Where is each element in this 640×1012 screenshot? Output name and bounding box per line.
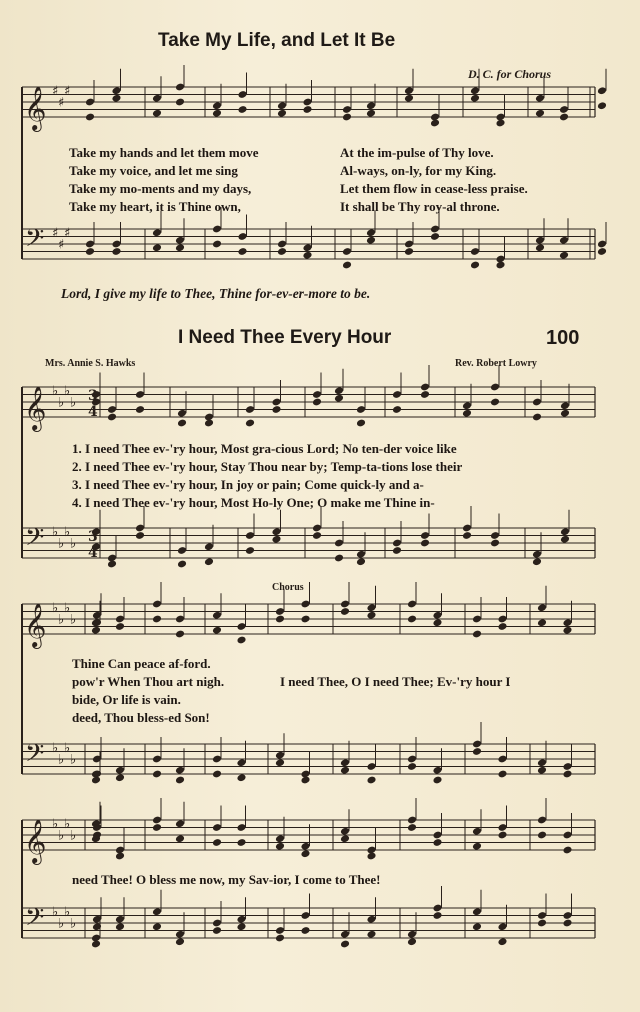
note-head <box>340 940 350 949</box>
note-head <box>559 251 569 260</box>
note-head <box>175 630 185 639</box>
hymn2-verse2: 2. I need Thee ev-'ry hour, Stay Thou near by; Temp-ta-tions lose their <box>72 459 463 474</box>
note-head <box>470 261 480 270</box>
bass-clef: 𝄢 <box>25 903 45 938</box>
note-head <box>115 622 125 631</box>
note-head <box>497 770 507 779</box>
treble-clef: 𝄞 <box>24 86 47 130</box>
note-head <box>430 232 440 241</box>
hymn2-ending1: Thine Can peace af-ford. <box>72 656 211 671</box>
note-head <box>497 937 507 946</box>
flat-sign: ♭ <box>58 916 65 932</box>
hymn2-title: I Need Thee Every Hour <box>178 327 392 348</box>
note-head <box>236 773 246 782</box>
note-head <box>366 611 376 620</box>
note-head <box>404 247 414 256</box>
note-head <box>342 261 352 270</box>
note-head <box>85 113 95 122</box>
note-head <box>152 770 162 779</box>
note-head <box>497 831 507 840</box>
flat-sign: ♭ <box>58 752 65 768</box>
treble-clef: 𝄞 <box>24 386 47 430</box>
note-head <box>300 849 310 858</box>
note-head <box>275 842 285 851</box>
sharp-sign: ♯ <box>58 95 65 111</box>
note-head <box>472 842 482 851</box>
time-signature: 3 <box>88 388 98 404</box>
note-head <box>175 776 185 785</box>
note-head <box>212 770 222 779</box>
note-head <box>366 776 376 785</box>
note-head <box>236 838 246 847</box>
note-head <box>152 823 162 832</box>
time-signature: 4 <box>88 545 98 561</box>
hymn1-verse2-b: Al-ways, on-ly, for my King. <box>340 163 497 178</box>
note-head <box>559 113 569 122</box>
note-head <box>236 922 246 931</box>
flat-sign: ♭ <box>58 395 65 411</box>
flat-sign: ♭ <box>64 525 71 540</box>
hymn1-verse3-a: Take my mo-ments and my days, <box>69 181 252 196</box>
note-head <box>560 535 570 544</box>
note-head <box>366 930 376 939</box>
note-head <box>212 626 222 635</box>
note-head <box>430 119 440 128</box>
note-head <box>562 919 572 928</box>
note-head <box>175 834 185 843</box>
chorus-line1: I need Thee, O I need Thee; Ev-'ry hour I <box>280 674 511 689</box>
note-head <box>177 419 187 428</box>
author-credit: Mrs. Annie S. Hawks <box>45 358 136 369</box>
note-head <box>340 834 350 843</box>
note-head <box>340 766 350 775</box>
hymn-number: 100 <box>546 327 580 349</box>
note-head <box>432 838 442 847</box>
flat-sign: ♭ <box>52 905 59 920</box>
note-head <box>111 247 121 256</box>
note-head <box>152 243 162 252</box>
flat-sign: ♭ <box>52 525 59 540</box>
flat-sign: ♭ <box>64 817 71 832</box>
note-head <box>470 94 480 103</box>
note-head <box>300 926 310 935</box>
note-head <box>115 922 125 931</box>
note-head <box>342 113 352 122</box>
hymn2-ending4: deed, Thou bless-ed Son! <box>72 710 210 725</box>
note-head <box>366 852 376 861</box>
note-head <box>245 546 255 555</box>
note-head <box>472 922 482 931</box>
flat-sign: ♭ <box>70 916 77 932</box>
note-head <box>300 776 310 785</box>
note-head <box>204 419 214 428</box>
hymn1-chorus-text: Lord, I give my life to Thee, Thine for-ev-er-more to be. <box>61 286 371 301</box>
note-head <box>91 940 101 949</box>
note-head <box>107 560 117 569</box>
sharp-sign: ♯ <box>52 84 59 99</box>
note-head <box>277 109 287 118</box>
note-head <box>472 747 482 756</box>
note-head <box>404 94 414 103</box>
note-head <box>152 922 162 931</box>
note-head <box>115 773 125 782</box>
note-head <box>407 762 417 771</box>
note-head <box>177 560 187 569</box>
note-head <box>245 419 255 428</box>
note-head <box>204 557 214 566</box>
flat-sign: ♭ <box>70 752 77 768</box>
hymn1-verse1-a: Take my hands and let them move <box>69 145 259 160</box>
note-head <box>392 405 402 414</box>
hymn2-ending2: pow'r When Thou art nigh. <box>72 674 225 689</box>
flat-sign: ♭ <box>52 741 59 756</box>
note-head <box>597 247 607 256</box>
time-signature: 3 <box>88 529 98 545</box>
note-head <box>300 615 310 624</box>
note-head <box>302 105 312 114</box>
note-head <box>472 630 482 639</box>
note-head <box>107 413 117 422</box>
sharp-sign: ♯ <box>64 84 71 99</box>
note-head <box>212 926 222 935</box>
hymn1-verse4-a: Take my heart, it is Thine own, <box>69 199 241 214</box>
time-signature: 4 <box>88 404 98 420</box>
note-head <box>271 535 281 544</box>
note-head <box>537 919 547 928</box>
flat-sign: ♭ <box>64 601 71 616</box>
flat-sign: ♭ <box>70 612 77 628</box>
note-head <box>392 546 402 555</box>
note-head <box>490 539 500 548</box>
note-head <box>340 607 350 616</box>
note-head <box>366 109 376 118</box>
note-head <box>462 409 472 418</box>
note-head <box>407 823 417 832</box>
note-head <box>212 240 222 249</box>
note-head <box>495 261 505 270</box>
flat-sign: ♭ <box>64 384 71 399</box>
note-head <box>432 911 442 920</box>
treble-clef: 𝄞 <box>24 819 47 863</box>
note-head <box>356 557 366 566</box>
note-head <box>115 852 125 861</box>
note-head <box>135 531 145 540</box>
flat-sign: ♭ <box>64 741 71 756</box>
note-head <box>271 405 281 414</box>
hymn2-ending3: bide, Or life is vain. <box>72 692 181 707</box>
hymn1-verse1-b: At the im-pulse of Thy love. <box>340 145 494 160</box>
flat-sign: ♭ <box>58 828 65 844</box>
flat-sign: ♭ <box>52 817 59 832</box>
flat-sign: ♭ <box>58 612 65 628</box>
flat-sign: ♭ <box>70 828 77 844</box>
note-head <box>490 398 500 407</box>
note-head <box>560 409 570 418</box>
flat-sign: ♭ <box>58 536 65 552</box>
note-head <box>532 557 542 566</box>
note-head <box>175 98 185 107</box>
note-head <box>275 758 285 767</box>
dc-for-chorus: D. C. for Chorus <box>468 67 552 81</box>
note-head <box>236 636 246 645</box>
composer-credit: Rev. Robert Lowry <box>455 358 537 369</box>
note-head <box>597 101 607 110</box>
hymn1-verse2-a: Take my voice, and let me sing <box>69 163 238 178</box>
note-head <box>532 413 542 422</box>
note-head <box>275 615 285 624</box>
note-head <box>237 247 247 256</box>
note-head <box>111 94 121 103</box>
note-head <box>495 119 505 128</box>
flat-sign: ♭ <box>52 384 59 399</box>
hymn2-verse4: 4. I need Thee ev-'ry hour, Most Ho-ly One; O make me Thine in- <box>72 495 435 510</box>
note-head <box>535 109 545 118</box>
bass-clef: 𝄢 <box>25 523 45 558</box>
note-head <box>275 934 285 943</box>
flat-sign: ♭ <box>70 536 77 552</box>
sharp-sign: ♯ <box>58 237 65 253</box>
note-head <box>175 243 185 252</box>
note-head <box>562 626 572 635</box>
note-head <box>312 398 322 407</box>
note-head <box>212 109 222 118</box>
sharp-sign: ♯ <box>64 226 71 241</box>
note-head <box>432 776 442 785</box>
hymn2-verse1: 1. I need Thee ev-'ry hour, Most gra-cious Lord; No ten-der voice like <box>72 441 457 456</box>
note-head <box>356 419 366 428</box>
note-head <box>152 109 162 118</box>
note-head <box>407 937 417 946</box>
note-head <box>537 618 547 627</box>
flat-sign: ♭ <box>64 905 71 920</box>
hymn1-verse3-b: Let them flow in cease-less praise. <box>340 181 528 196</box>
note-head <box>92 618 102 627</box>
note-head <box>535 243 545 252</box>
note-head <box>212 838 222 847</box>
note-head <box>152 615 162 624</box>
note-head <box>562 770 572 779</box>
hymn2-verse3: 3. I need Thee ev-'ry hour, In joy or pain; Come quick-ly and a- <box>72 477 424 492</box>
note-head <box>366 236 376 245</box>
note-head <box>312 531 322 540</box>
hymn1-title: Take My Life, and Let It Be <box>158 30 396 51</box>
note-head <box>92 922 102 931</box>
bass-clef: 𝄢 <box>25 224 45 259</box>
note-head <box>462 531 472 540</box>
note-head <box>237 105 247 114</box>
note-head <box>334 554 344 563</box>
flat-sign: ♭ <box>52 601 59 616</box>
note-head <box>334 394 344 403</box>
note-head <box>92 770 102 779</box>
note-head <box>85 247 95 256</box>
note-head <box>277 247 287 256</box>
treble-clef: 𝄞 <box>24 603 47 647</box>
note-head <box>432 618 442 627</box>
note-head <box>420 539 430 548</box>
chorus-label: Chorus <box>272 582 304 593</box>
note-head <box>135 405 145 414</box>
chorus-line2: need Thee! O bless me now, my Sav-ior, I come to Thee! <box>72 872 381 887</box>
note-head <box>562 846 572 855</box>
note-head <box>537 766 547 775</box>
sharp-sign: ♯ <box>52 226 59 241</box>
note-head <box>175 937 185 946</box>
note-head <box>91 626 101 635</box>
note-head <box>420 390 430 399</box>
note-head <box>537 831 547 840</box>
bass-clef: 𝄢 <box>25 739 45 774</box>
flat-sign: ♭ <box>70 395 77 411</box>
hymn1-verse4-b: It shall be Thy roy-al throne. <box>340 199 500 214</box>
note-head <box>302 251 312 260</box>
note-head <box>497 622 507 631</box>
note-head <box>407 615 417 624</box>
